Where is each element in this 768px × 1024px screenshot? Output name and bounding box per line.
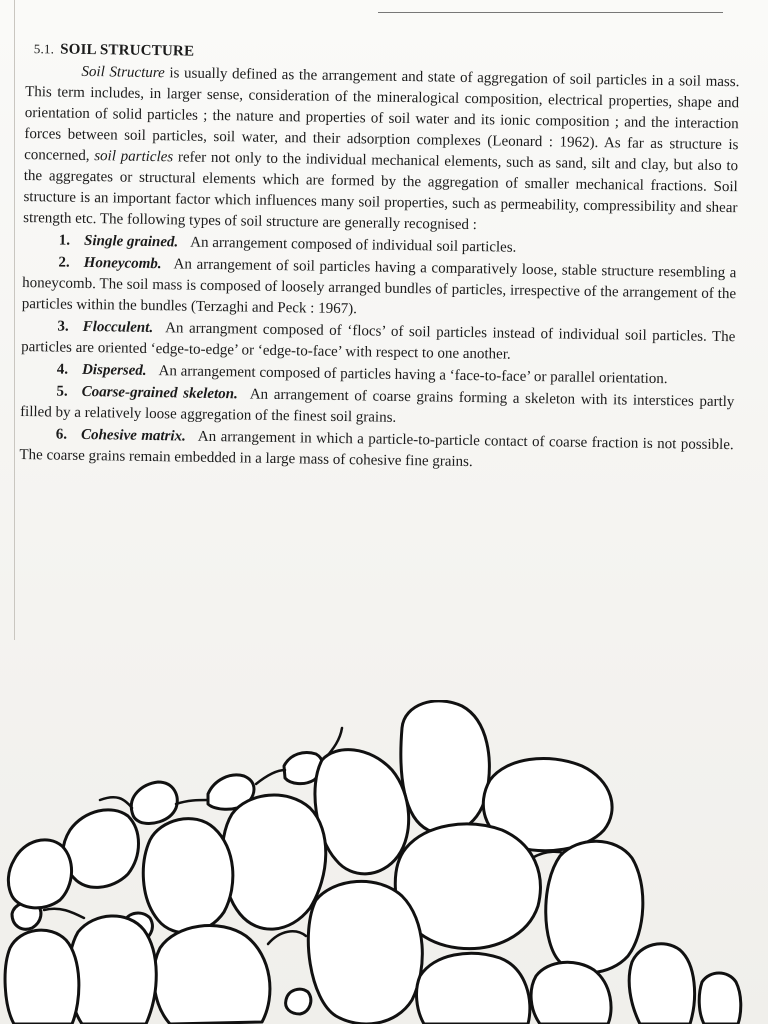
intro-term-soil-particles: soil particles bbox=[94, 148, 174, 166]
grain-skeleton-illustration bbox=[0, 700, 768, 1024]
coarse-grain bbox=[699, 973, 741, 1024]
type-description: An arrangement in which a particle-to-particle contact of coarse fraction is not possible. The coarse grains remain embedded in a large mass of cohesive fine grains. bbox=[19, 428, 734, 471]
intro-text-1: is usually defined as the arrangement and state of aggregation of soil particles in a soil mass. This term includes, in larger sense, consideration of the mineralogical composition, electrical properties, shape and orientation of solid particles ; the nature and properties of soil water and its ionic composition ; and the interaction forces between soil particles, soil water, and their adsorption complexes (Leonard : 1962). As far as structure is concerned, bbox=[24, 65, 740, 165]
type-number: 1. bbox=[58, 232, 71, 249]
type-description: An arrangement composed of particles having a ‘face-to-face’ or parallel orientation. bbox=[158, 363, 668, 388]
type-number: 4. bbox=[56, 361, 69, 378]
page-edge bbox=[14, 0, 15, 640]
type-name: Dispersed. bbox=[81, 361, 147, 379]
coarse-grain bbox=[629, 944, 694, 1024]
type-name: Cohesive matrix. bbox=[80, 426, 186, 445]
grain-bond bbox=[256, 770, 285, 784]
type-name: Coarse-grained skeleton. bbox=[81, 383, 238, 403]
type-name: Flocculent. bbox=[82, 318, 154, 337]
coarse-grain bbox=[154, 926, 270, 1024]
coarse-grain bbox=[308, 881, 422, 1024]
section-text bbox=[19, 38, 740, 477]
coarse-grain bbox=[5, 930, 79, 1024]
type-name: Honeycomb. bbox=[83, 254, 162, 273]
intro-term-soil-structure: Soil Structure bbox=[81, 63, 165, 82]
type-description: An arrangement of soil particles having a comparatively loose, stable structure resembling a honeycomb. The soil mass is composed of loosely arranged bundles of particles, irrespective of the arrangement of the particles within the bundles (Terzaghi and Peck : 1967). bbox=[21, 256, 737, 318]
coarse-grain bbox=[222, 795, 326, 929]
grain-bond bbox=[176, 800, 208, 804]
type-number: 6. bbox=[55, 426, 68, 443]
coarse-grain bbox=[63, 810, 139, 888]
section-title: SOIL STRUCTURE bbox=[60, 41, 195, 60]
coarse-grain bbox=[417, 953, 530, 1024]
coarse-grain bbox=[8, 840, 71, 908]
coarse-grain bbox=[315, 750, 409, 874]
type-name: Single grained. bbox=[83, 232, 179, 251]
section-number: 5.1. bbox=[33, 41, 55, 57]
coarse-grain bbox=[143, 819, 233, 933]
type-description: An arrangement composed of individual soil particles. bbox=[190, 234, 517, 256]
grain-bond bbox=[44, 909, 84, 918]
type-description: An arrangment composed of ‘flocs’ of soil particles instead of individual soil particles. The particles are oriented ‘edge-to-edge’ or ‘edge-to-face’ with respect to one another. bbox=[21, 320, 736, 363]
small-grain bbox=[131, 782, 177, 823]
grain-bond bbox=[268, 931, 306, 944]
type-number: 2. bbox=[58, 254, 70, 271]
grain-bond bbox=[100, 797, 132, 808]
intro-paragraph bbox=[23, 61, 740, 240]
intro-text-2: refer not only to the individual mechanical elements, such as sand, silt and clay, but also to the aggregates or structural elements which are formed by the aggregation of smaller mechanical fractions. Soil structure is an important factor which influences many soil properties, such as permeability, compressibility and shear strength etc. The following types of soil structure are generally recognised : bbox=[23, 149, 739, 234]
coarse-grained-skeleton-figure bbox=[0, 700, 768, 1024]
type-item-honeycomb bbox=[22, 252, 737, 326]
coarse-grain bbox=[546, 841, 643, 972]
coarse-grain bbox=[401, 701, 489, 834]
top-rule bbox=[378, 12, 723, 13]
type-number: 5. bbox=[56, 383, 68, 400]
type-description: An arrangement of coarse grains forming a skeleton with its interstices partly filled by a relatively loose aggregation of the finest soil grains. bbox=[19, 386, 735, 426]
type-number: 3. bbox=[57, 318, 69, 335]
small-grain bbox=[286, 989, 311, 1014]
coarse-grain bbox=[69, 916, 157, 1024]
